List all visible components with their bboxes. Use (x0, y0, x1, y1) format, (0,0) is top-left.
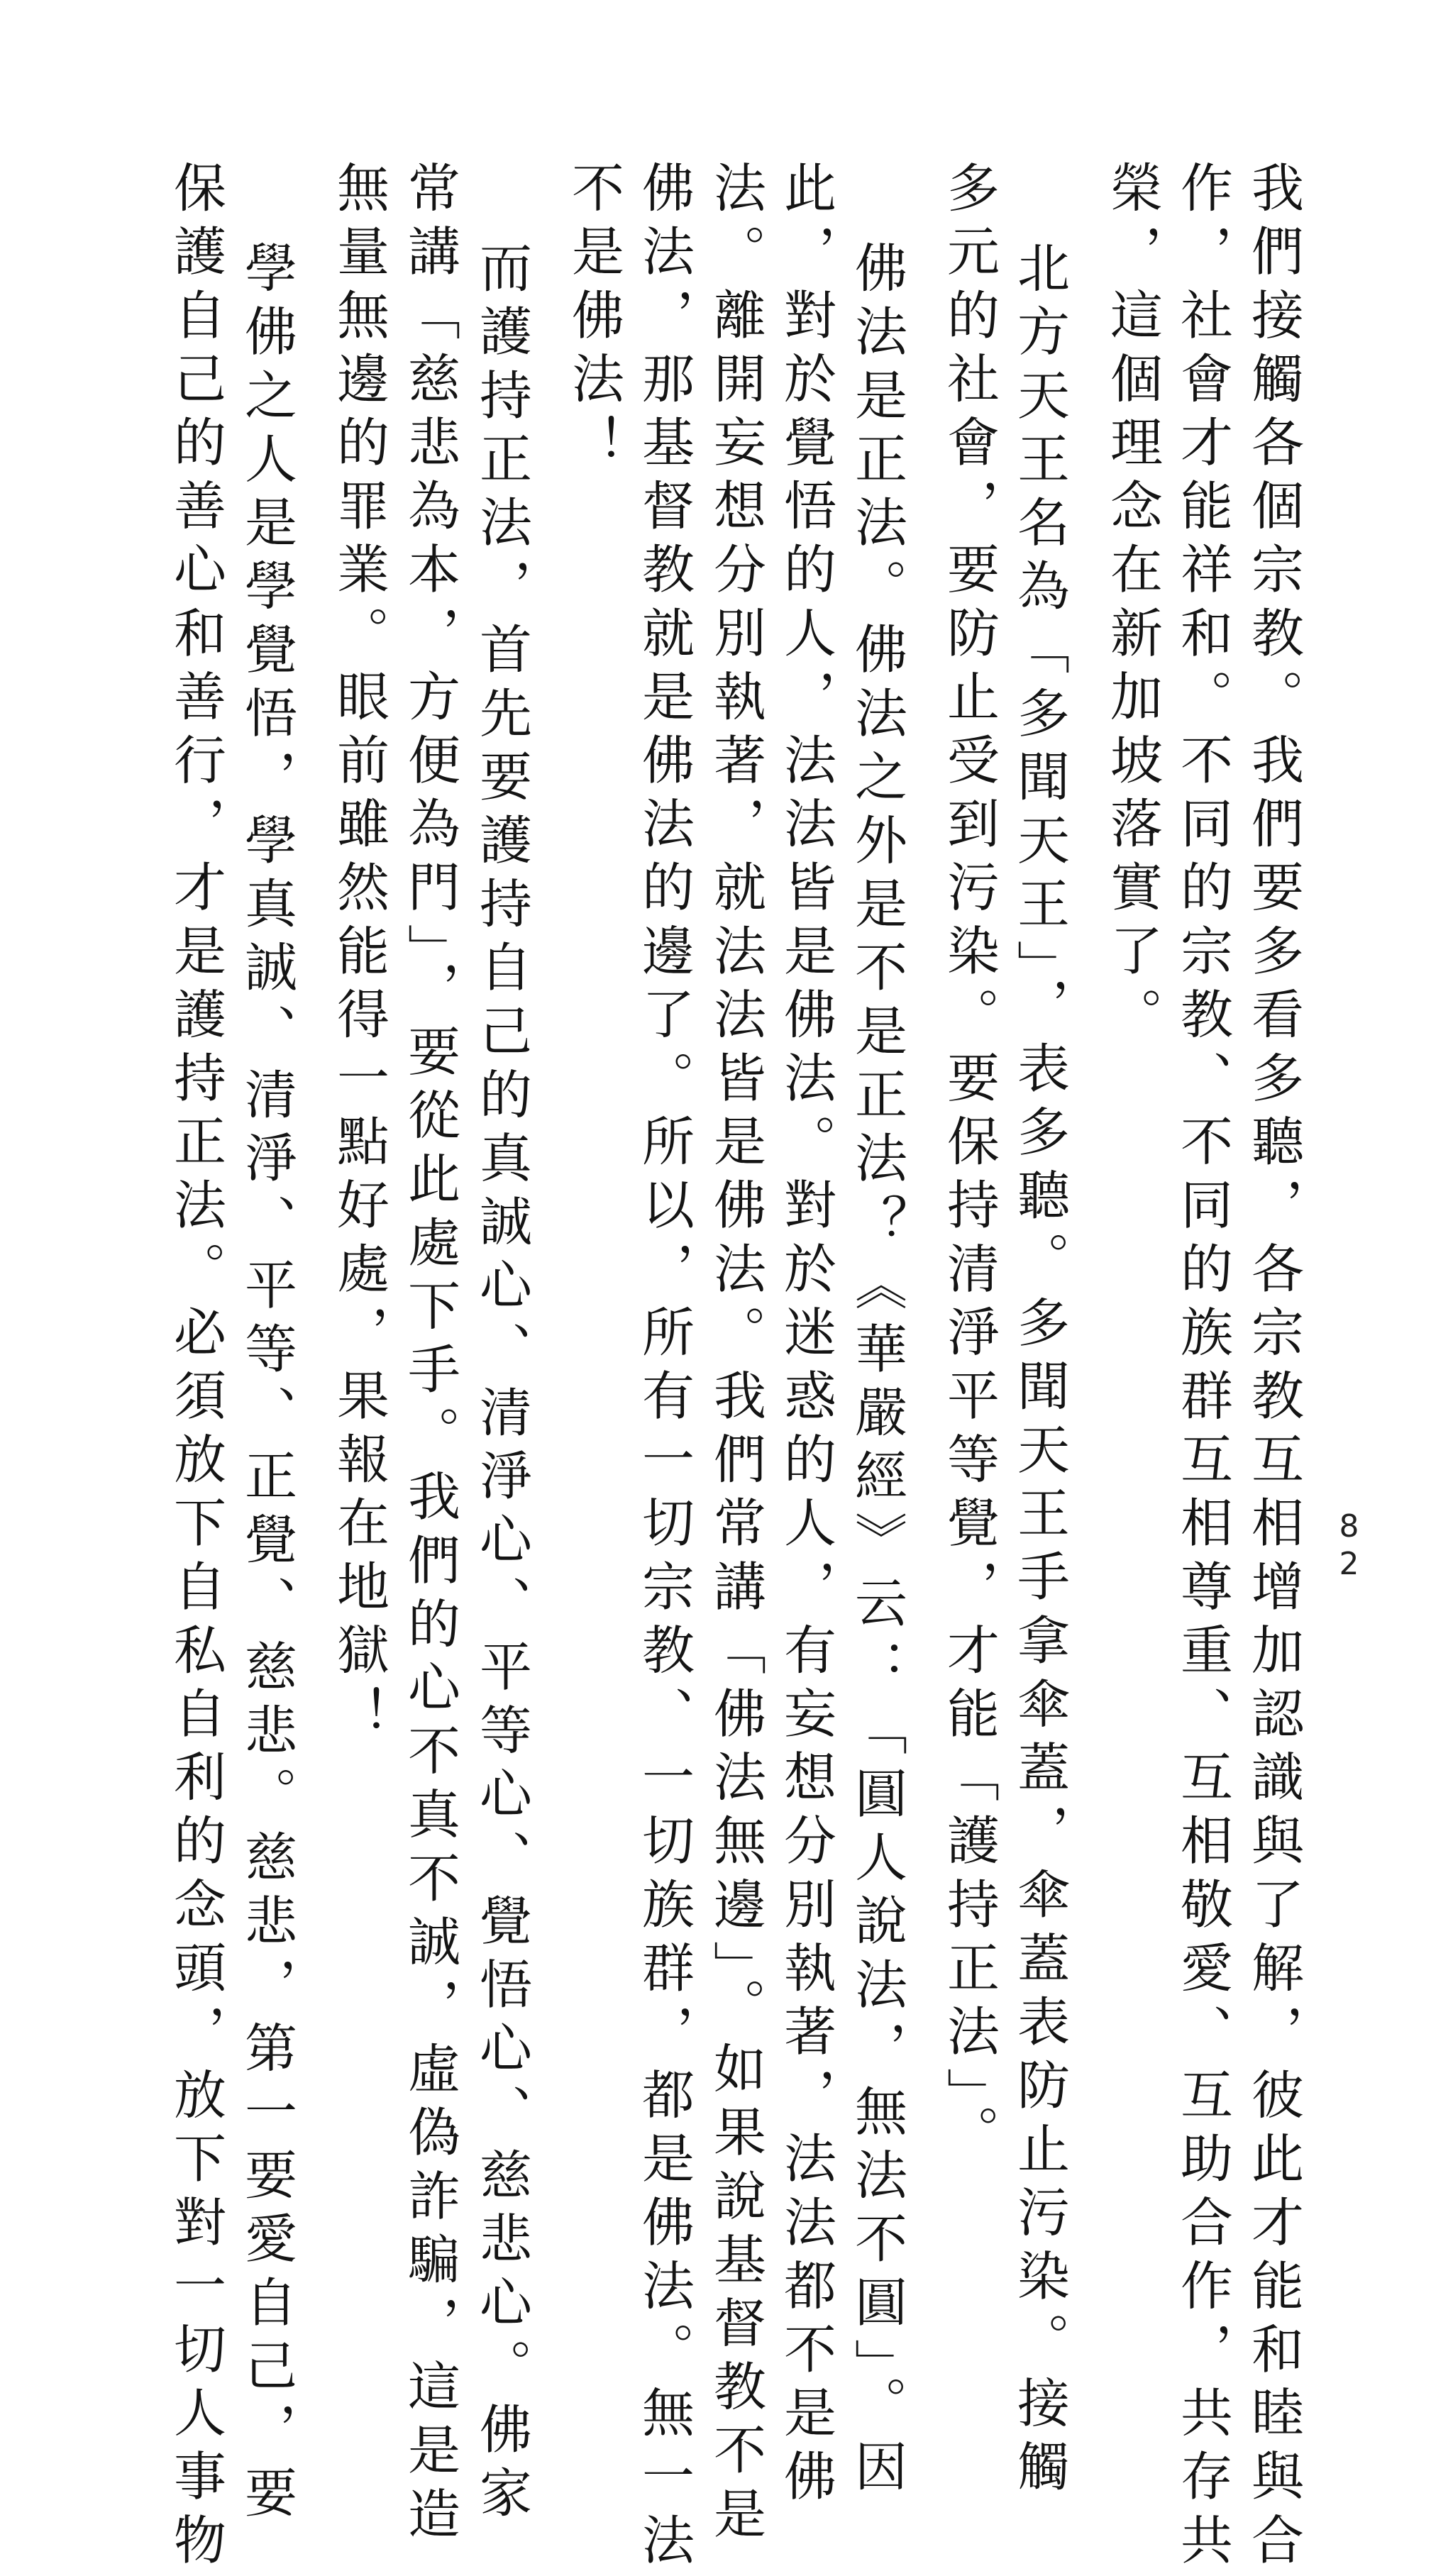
text-column: 多元的社會，要防止受到污染。要保持清淨平等覺，才能「護持正法」。 (939, 160, 1000, 2169)
page-number: 82 (1331, 1508, 1367, 1583)
text-column: 佛法，那基督教就是佛法的邊了。所以，所有一切宗教、一切族群，都是佛法。無一法 (634, 160, 695, 2576)
text-column: 我們接觸各個宗教。我們要多看多聽，各宗教互相增加認識與了解，彼此才能和睦與合 (1243, 160, 1304, 2576)
text-column: 作，社會才能祥和。不同的宗教、不同的族群互相尊重、互相敬愛、互助合作，共存共 (1172, 160, 1233, 2576)
text-column: 佛法是正法。佛法之外是不是正法？《華嚴經》云：「圓人說法，無法不圓」。因 (846, 241, 907, 2503)
text-column: 北方天王名為「多聞天王」，表多聽。多聞天王手拿傘蓋，傘蓋表防止污染。接觸 (1009, 241, 1070, 2503)
text-column: 保護自己的善心和善行，才是護持正法。必須放下自私自利的念頭，放下對一切人事物 (165, 160, 226, 2576)
text-column: 榮，這個理念在新加坡落實了。 (1102, 160, 1163, 1051)
text-column: 學佛之人是學覺悟，學真誠、清淨、平等、正覺、慈悲。慈悲，第一要愛自己，要 (236, 241, 297, 2529)
text-column: 無量無邊的罪業。眼前雖然能得一點好處，果報在地獄！ (328, 160, 390, 1749)
text-column: 法。離開妄想分別執著，就法法皆是佛法。我們常講「佛法無邊」。如果說基督教不是 (705, 160, 766, 2550)
text-column: 此，對於覺悟的人，法法皆是佛法。對於迷惑的人，有妄想分別執著，法法都不是佛 (775, 160, 836, 2513)
text-column: 常講「慈悲為本，方便為門」，要從此處下手。我們的心不真不誠，虛偽詐騙，這是造 (399, 160, 460, 2550)
text-column: 不是佛法！ (563, 160, 624, 478)
text-column: 而護持正法，首先要護持自己的真誠心、清淨心、平等心、覺悟心、慈悲心。佛家 (471, 241, 532, 2529)
